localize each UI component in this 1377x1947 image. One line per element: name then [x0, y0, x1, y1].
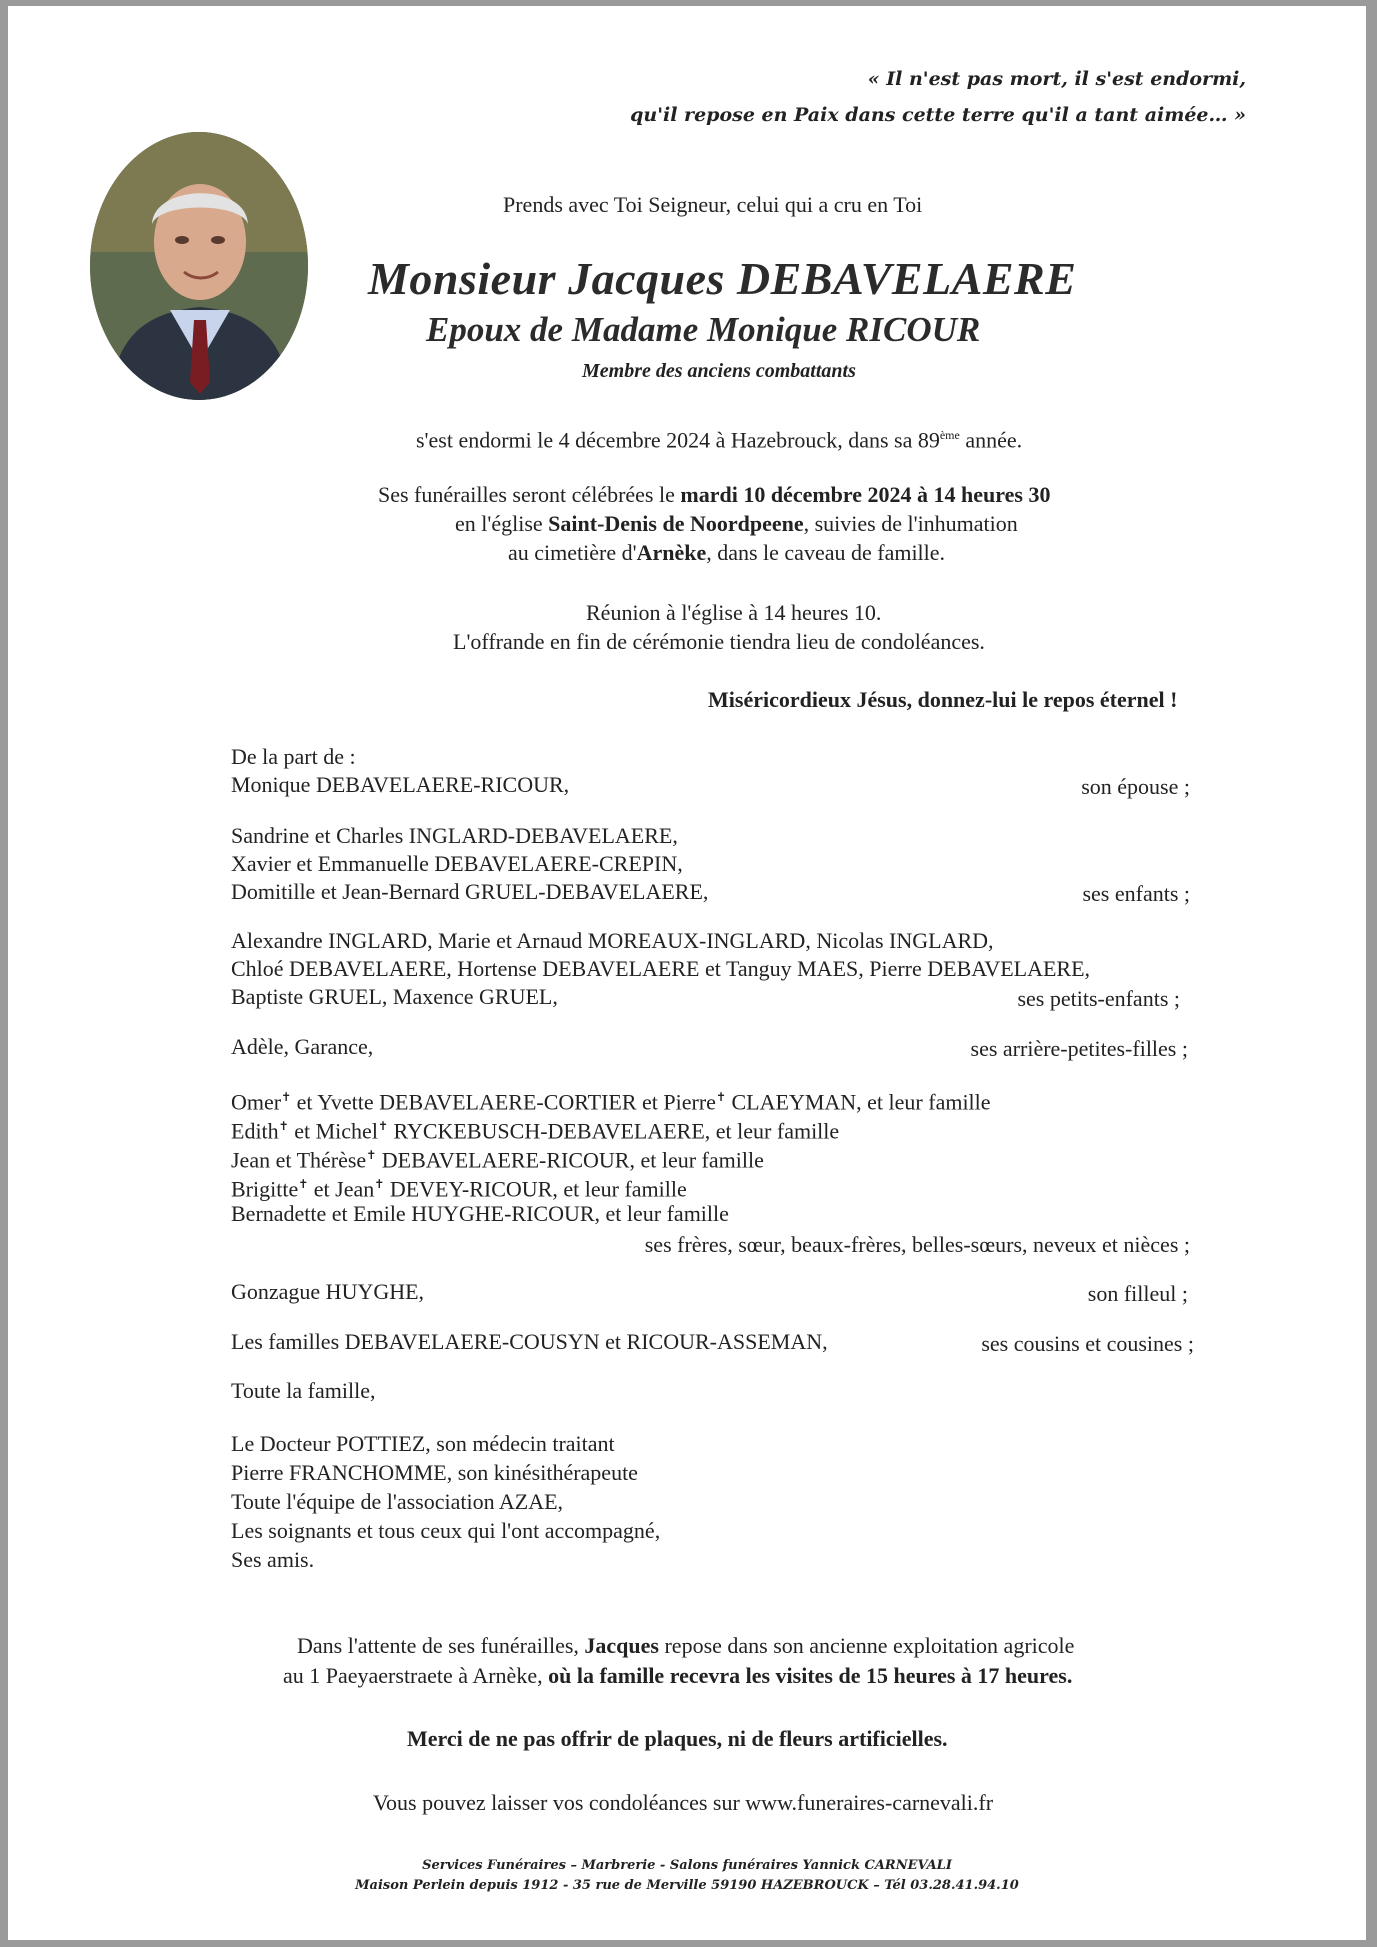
deceased-cross-icon: ✝ — [377, 1119, 388, 1133]
death-superscript: ème — [939, 428, 960, 442]
sibling-name: CLAEYMAN, et leur famille — [726, 1089, 991, 1115]
children-relation: ses enfants ; — [1082, 881, 1190, 906]
visit-hours: où la famille recevra les visites de 15 heures à 17 heures. — [548, 1663, 1073, 1688]
great-grandchildren-relation: ses arrière-petites-filles ; — [970, 1036, 1188, 1061]
sibling-line-5: Bernadette et Emile HUYGHE-RICOUR, et leur famille — [231, 1201, 729, 1226]
deceased-cross-icon: ✝ — [281, 1090, 292, 1104]
death-text: s'est endormi le 4 décembre 2024 à Hazebrouck, dans sa 89 — [416, 427, 940, 453]
sibling-name: Edith — [231, 1118, 279, 1144]
visit-name: Jacques — [584, 1633, 659, 1658]
portrait-photo — [90, 132, 308, 400]
funeral-text: au cimetière d' — [508, 540, 637, 565]
godson-relation: son filleul ; — [1087, 1281, 1188, 1306]
sibling-name: RYCKEBUSCH-DEBAVELAERE, et leur famille — [388, 1118, 840, 1144]
deceased-cross-icon: ✝ — [278, 1119, 289, 1133]
funeral-cemetery: Arnèke — [636, 540, 707, 565]
visit-text: repose dans son ancienne exploitation agricole — [658, 1633, 1075, 1658]
siblings-relation: ses frères, sœur, beaux-frères, belles-sœurs, neveux et nièces ; — [644, 1232, 1190, 1257]
obituary-page — [8, 6, 1366, 1940]
flowers-notice: Merci de ne pas offrir de plaques, ni de fleurs artificielles. — [407, 1726, 948, 1751]
deceased-cross-icon: ✝ — [298, 1177, 309, 1191]
condolences-notice: Vous pouvez laisser vos condoléances sur www.funeraires-carnevali.fr — [373, 1790, 994, 1815]
funeral-line-3 — [508, 538, 945, 567]
quote-line-2: qu'il repose en Paix dans cette terre qu'il a tant aimée… » — [630, 104, 1246, 126]
child-2: Xavier et Emmanuelle DEBAVELAERE-CREPIN, — [231, 851, 683, 876]
godson-name: Gonzague HUYGHE, — [231, 1279, 425, 1304]
sibling-name: et Michel — [288, 1118, 378, 1144]
funeral-line-2 — [455, 509, 1018, 538]
funeral-text: en l'église — [455, 511, 549, 536]
whole-family: Toute la famille, — [231, 1378, 376, 1403]
sibling-name: Brigitte — [231, 1176, 299, 1202]
grandchildren-line-3: Baptiste GRUEL, Maxence GRUEL, — [231, 984, 558, 1009]
other-line-3: Toute l'équipe de l'association AZAE, — [231, 1489, 564, 1514]
sibling-name: et Yvette DEBAVELAERE-CORTIER et Pierre — [291, 1089, 716, 1115]
grandchildren-line-2: Chloé DEBAVELAERE, Hortense DEBAVELAERE et Tanguy MAES, Pierre DEBAVELAERE, — [231, 956, 1091, 981]
funeral-text: , suivies de l'inhumation — [803, 511, 1018, 536]
meeting-line-2: L'offrande en fin de cérémonie tiendra lieu de condoléances. — [453, 629, 985, 654]
sibling-name: Jean et Thérèse — [231, 1147, 367, 1173]
funeral-text: Ses funérailles seront célébrées le — [378, 482, 681, 507]
death-text-end: année. — [959, 427, 1023, 453]
visit-line-1 — [297, 1631, 1074, 1660]
funeral-line-1 — [378, 480, 1050, 509]
funeral-text: , dans le caveau de famille. — [706, 540, 946, 565]
wife-name: Monique DEBAVELAERE-RICOUR, — [231, 772, 570, 797]
sibling-name: et Jean — [308, 1176, 375, 1202]
deceased-cross-icon: ✝ — [374, 1177, 385, 1191]
spouse-line: Epoux de Madame Monique RICOUR — [426, 310, 981, 349]
prayer-line: Prends avec Toi Seigneur, celui qui a cru en Toi — [503, 192, 923, 217]
grandchildren-relation: ses petits-enfants ; — [1017, 986, 1180, 1011]
other-line-4: Les soignants et tous ceux qui l'ont accompagné, — [231, 1518, 661, 1543]
other-line-2: Pierre FRANCHOMME, son kinésithérapeute — [231, 1460, 638, 1485]
funeral-date: mardi 10 décembre 2024 à 14 heures 30 — [680, 482, 1051, 507]
sibling-name: DEVEY-RICOUR, et leur famille — [384, 1176, 687, 1202]
child-3: Domitille et Jean-Bernard GRUEL-DEBAVELAERE, — [231, 879, 709, 904]
deceased-name: Monsieur Jacques DEBAVELAERE — [368, 253, 1077, 304]
other-line-1: Le Docteur POTTIEZ, son médecin traitant — [231, 1431, 615, 1456]
grandchildren-line-1: Alexandre INGLARD, Marie et Arnaud MOREAUX-INGLARD, Nicolas INGLARD, — [231, 928, 994, 953]
visit-text: au 1 Paeyaerstraete à Arnèke, — [283, 1663, 549, 1688]
great-grandchildren: Adèle, Garance, — [231, 1034, 374, 1059]
membership-line: Membre des anciens combattants — [582, 360, 856, 382]
sibling-name: Omer — [231, 1089, 282, 1115]
death-line — [416, 421, 1022, 454]
deceased-cross-icon: ✝ — [715, 1090, 726, 1104]
footer-line-1: Services Funéraires – Marbrerie - Salons funéraires Yannick CARNEVALI — [422, 1858, 952, 1873]
funeral-church: Saint-Denis de Noordpeene — [548, 511, 804, 536]
closing-prayer: Miséricordieux Jésus, donnez-lui le repos éternel ! — [708, 687, 1178, 712]
cousins-relation: ses cousins et cousines ; — [981, 1331, 1194, 1356]
cousins-families: Les familles DEBAVELAERE-COUSYN et RICOUR-ASSEMAN, — [231, 1329, 828, 1354]
other-line-5: Ses amis. — [231, 1547, 315, 1572]
family-intro: De la part de : — [231, 744, 356, 769]
meeting-line-1: Réunion à l'église à 14 heures 10. — [586, 600, 882, 625]
visit-line-2 — [283, 1661, 1072, 1690]
sibling-name: DEBAVELAERE-RICOUR, et leur famille — [376, 1147, 764, 1173]
deceased-cross-icon: ✝ — [366, 1148, 377, 1162]
portrait-illustration — [90, 132, 308, 400]
wife-relation: son épouse ; — [1081, 774, 1190, 799]
footer-line-2: Maison Perlein depuis 1912 - 35 rue de Merville 59190 HAZEBROUCK – Tél 03.28.41.94.10 — [355, 1878, 1019, 1893]
child-1: Sandrine et Charles INGLARD-DEBAVELAERE, — [231, 823, 678, 848]
quote-line-1: « Il n'est pas mort, il s'est endormi, — [867, 68, 1246, 90]
visit-text: Dans l'attente de ses funérailles, — [297, 1633, 585, 1658]
